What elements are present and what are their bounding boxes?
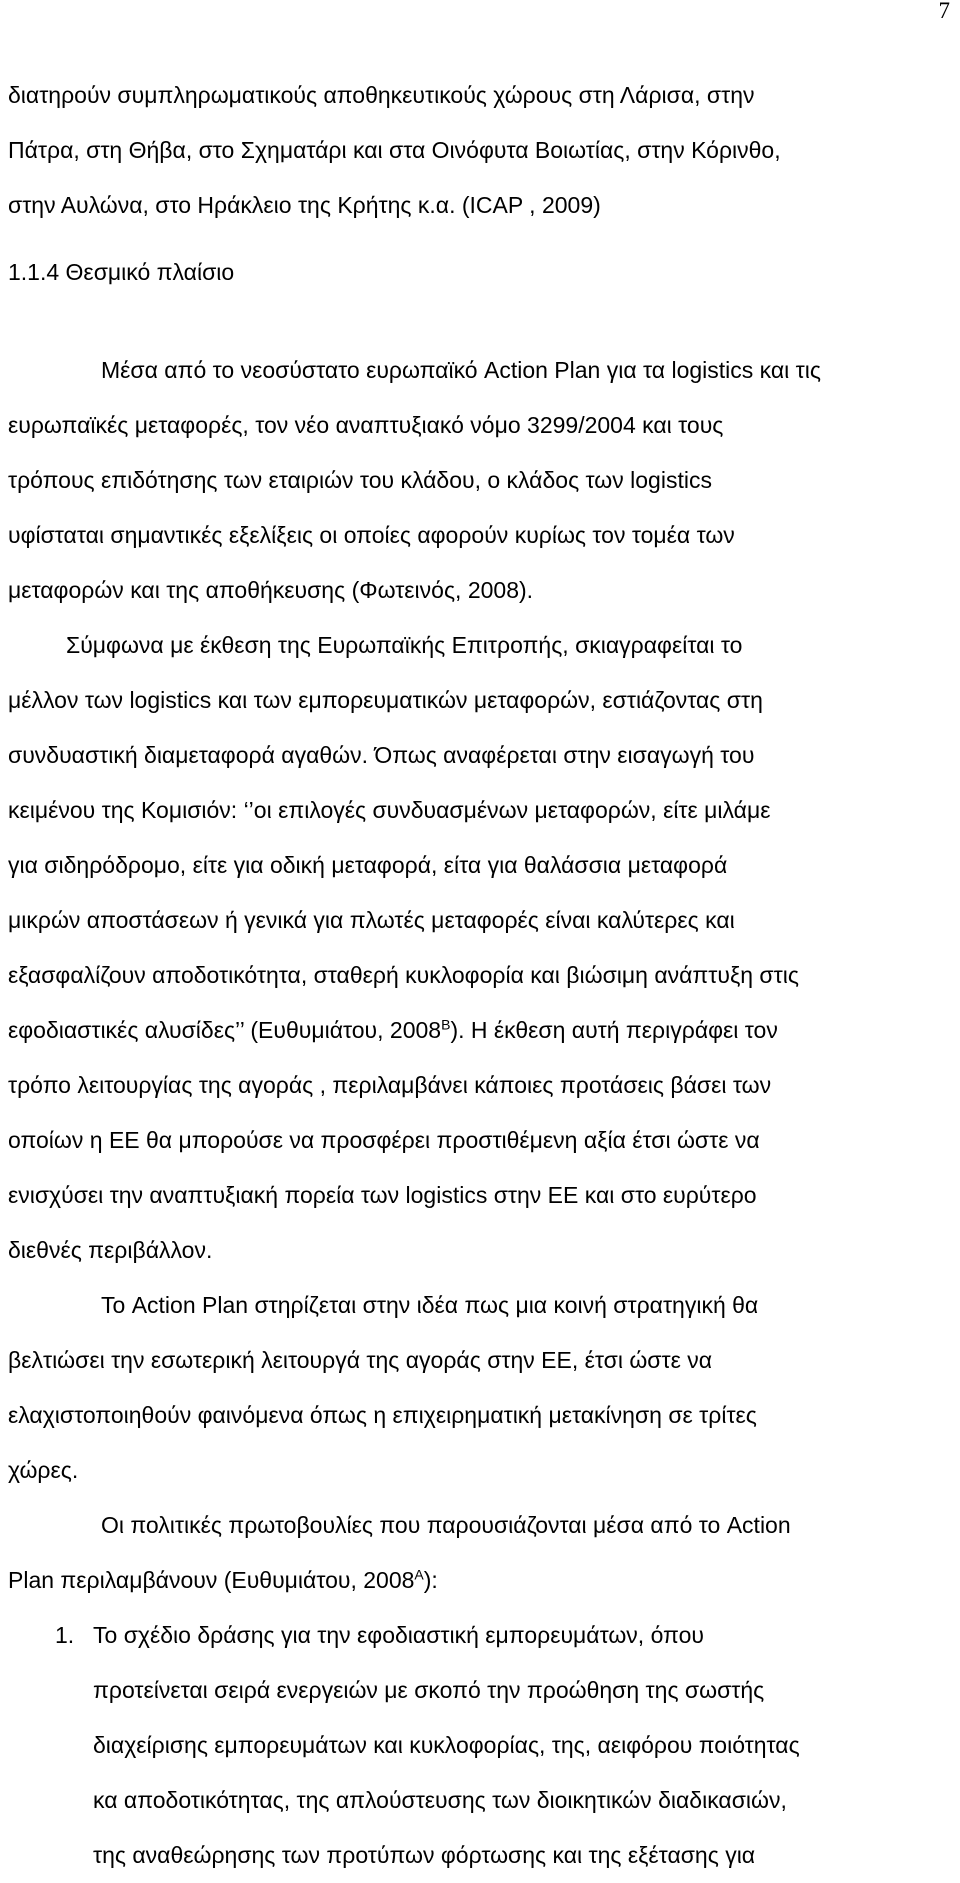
text-line: τρόπους επιδότησης των εταιριών του κλάδου, ο κλάδος των logistics xyxy=(8,467,712,493)
document-body xyxy=(8,68,936,1883)
text-line xyxy=(8,68,936,123)
section-heading: 1.1.4 Θεσμικό πλαίσιο xyxy=(8,259,235,285)
list-item-continuation: προτείνεται σειρά ενεργειών με σκοπό την προώθηση της σωστής xyxy=(93,1677,765,1703)
text-line xyxy=(8,123,936,178)
text-line: Το Action Plan στηρίζεται στην ιδέα πως μια κοινή στρατηγική θα xyxy=(101,1292,759,1318)
list-item-continuation: κα αποδοτικότητας, της απλούστευσης των διοικητικών διαδικασιών, xyxy=(93,1787,787,1813)
list-item-continuation: της αναθεώρησης των προτύπων φόρτωσης και της εξέτασης για xyxy=(93,1842,756,1868)
text-line: Σύμφωνα με έκθεση της Ευρωπαϊκής Επιτροπής, σκιαγραφείται το xyxy=(66,632,743,658)
paragraph-1 xyxy=(8,68,936,233)
text-line: υφίσταται σημαντικές εξελίξεις οι οποίες αφορούν κυρίως τον τομέα των xyxy=(8,522,735,548)
list-item-text: Το σχέδιο δράσης για την εφοδιαστική εμπορευμάτων, όπου xyxy=(93,1622,704,1648)
paragraph-3 xyxy=(8,618,936,1278)
text-line: εξασφαλίζουν αποδοτικότητα, σταθερή κυκλοφορία και βιώσιμη ανάπτυξη στις xyxy=(8,962,799,988)
text-line: μικρών αποστάσεων ή γενικά για πλωτές μεταφορές είναι καλύτερες και xyxy=(8,907,735,933)
text-line: ελαχιστοποιηθούν φαινόμενα όπως η επιχειρηματική μετακίνηση σε τρίτες xyxy=(8,1402,757,1428)
text-line: τρόπο λειτουργίας της αγοράς , περιλαμβάνει κάποιες προτάσεις βάσει των xyxy=(8,1072,772,1098)
text-fragment: ). Η έκθεση αυτή περιγράφει τον xyxy=(450,1017,778,1043)
text-line: διεθνές περιβάλλον. xyxy=(8,1237,213,1263)
page-number: 7 xyxy=(938,0,950,23)
text-fragment: εφοδιαστικές αλυσίδες’’ (Ευθυμιάτου, 2008 xyxy=(8,1017,442,1043)
list-item-continuation: διαχείρισης εμπορευμάτων και κυκλοφορίας, της, αειφόρου ποιότητας xyxy=(93,1732,800,1758)
text-line: στην Αυλώνα, στο Ηράκλειο της Κρήτης κ.α. (ICAP , 2009) xyxy=(8,192,601,218)
superscript: Β xyxy=(441,1016,451,1033)
paragraph-2 xyxy=(8,343,936,618)
text-line: συνδυαστική διαμεταφορά αγαθών. Όπως αναφέρεται στην εισαγωγή του xyxy=(8,742,755,768)
text-fragment: ): xyxy=(423,1567,438,1593)
paragraph-4 xyxy=(8,1278,936,1498)
text-line: κειμένου της Κομισιόν: ‘’οι επιλογές συνδυασμένων μεταφορών, είτε μιλάμε xyxy=(8,797,771,823)
list-item xyxy=(8,1608,936,1663)
text-line xyxy=(8,1003,936,1058)
text-fragment: Plan περιλαμβάνουν (Ευθυμιάτου, 2008 xyxy=(8,1567,415,1593)
text-line-content: Πάτρα, στη Θήβα, στο Σχηματάρι και στα Οινόφυτα Βοιωτίας, στην Κόρινθο, xyxy=(8,137,781,163)
text-line: Οι πολιτικές πρωτοβουλίες που παρουσιάζονται μέσα από το Action xyxy=(101,1512,791,1538)
superscript: Α xyxy=(414,1566,424,1583)
text-line: χώρες. xyxy=(8,1457,79,1483)
text-line: ευρωπαϊκές μεταφορές, τον νέο αναπτυξιακό νόμο 3299/2004 και τους xyxy=(8,412,724,438)
text-line: Μέσα από το νεοσύστατο ευρωπαϊκό Action Plan για τα logistics και τις xyxy=(101,357,821,383)
text-line: οποίων η ΕΕ θα μπορούσε να προσφέρει προστιθέμενη αξία έτσι ώστε να xyxy=(8,1127,760,1153)
text-line: μεταφορών και της αποθήκευσης (Φωτεινός, 2008). xyxy=(8,577,534,603)
numbered-list xyxy=(8,1608,936,1883)
text-line xyxy=(8,1553,936,1608)
list-item-number: 1. xyxy=(55,1622,75,1648)
text-line: ενισχύσει την αναπτυξιακή πορεία των logistics στην ΕΕ και στο ευρύτερο xyxy=(8,1182,757,1208)
text-line: μέλλον των logistics και των εμπορευματικών μεταφορών, εστιάζοντας στη xyxy=(8,687,763,713)
paragraph-5 xyxy=(8,1498,936,1608)
text-line: βελτιώσει την εσωτερική λειτουργά της αγοράς στην ΕΕ, έτσι ώστε να xyxy=(8,1347,713,1373)
text-line: για σιδηρόδρομο, είτε για οδική μεταφορά, είτα για θαλάσσια μεταφορά xyxy=(8,852,728,878)
text-line-content: διατηρούν συμπληρωματικούς αποθηκευτικούς χώρους στη Λάρισα, στην xyxy=(8,82,755,108)
